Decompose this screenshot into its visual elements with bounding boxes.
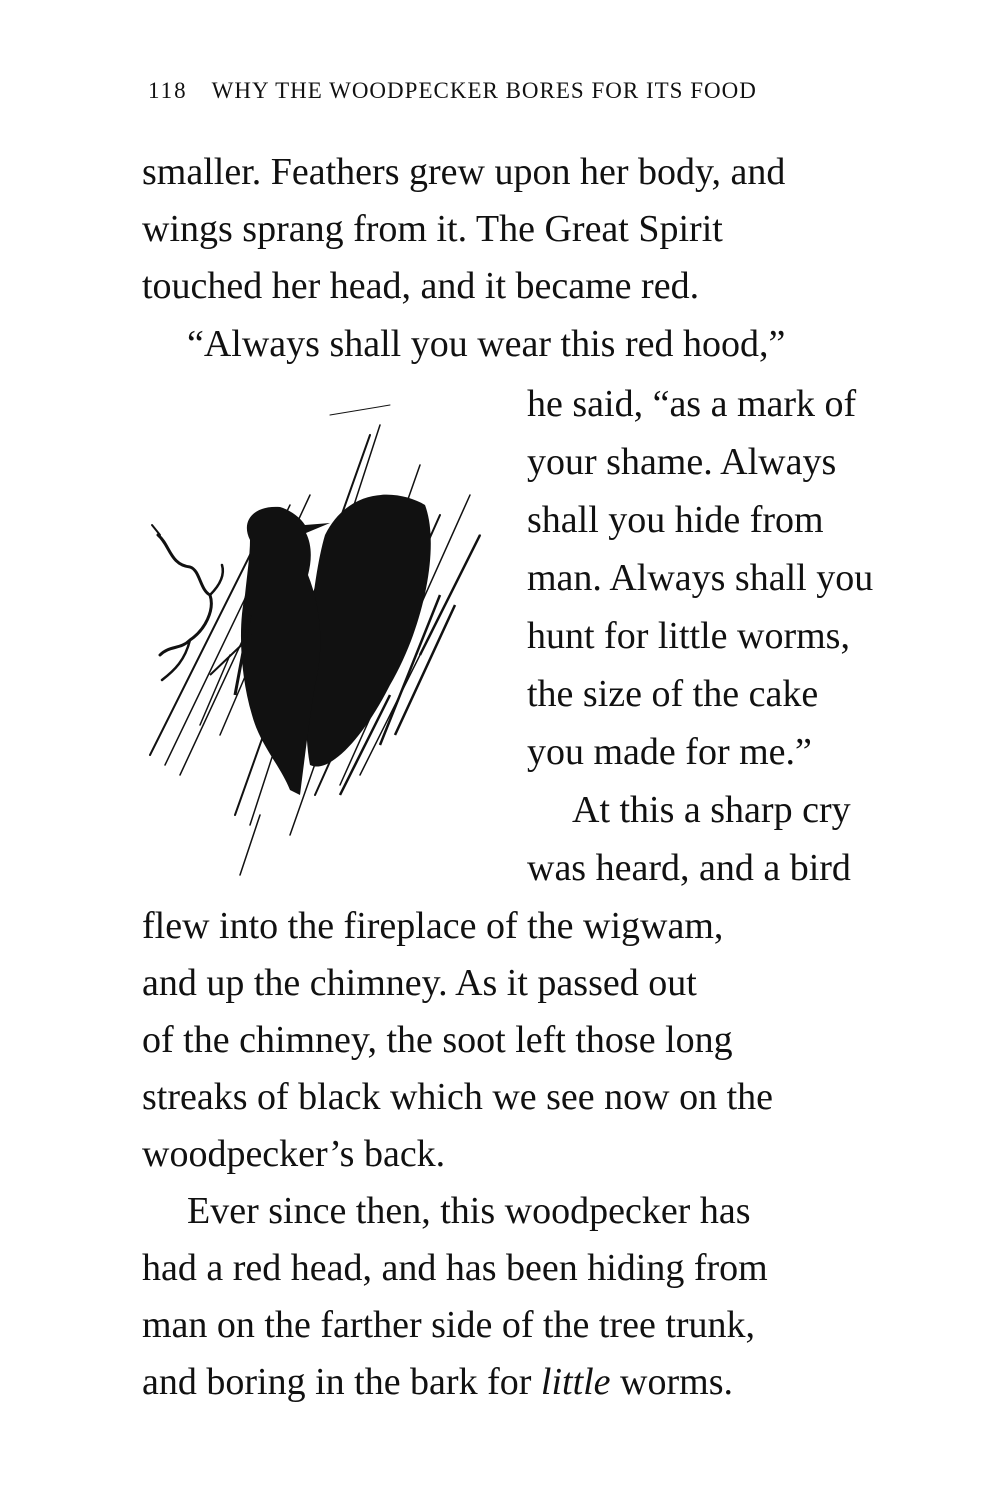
text-line: wings sprang from it. The Great Spirit (142, 208, 723, 250)
text-line: was heard, and a bird (527, 847, 851, 889)
text-fragment: and boring in the bark for (142, 1361, 532, 1403)
text-line: and up the chimney. As it passed out (142, 962, 697, 1004)
text-line: you made for me.” (527, 731, 812, 773)
text-line: man. Always shall you (527, 557, 874, 599)
text-line: smaller. Feathers grew upon her body, and (142, 151, 786, 193)
running-header (148, 78, 908, 114)
text-line: touched her head, and it became red. (142, 265, 700, 307)
text-line: man on the farther side of the tree trunk, (142, 1304, 756, 1346)
text-line (142, 1356, 950, 1408)
text-line: he said, “as a mark of (527, 383, 857, 425)
text-line: streaks of black which we see now on the (142, 1076, 774, 1118)
text-line: At this a sharp cry (572, 789, 851, 831)
text-line: woodpecker’s back. (142, 1133, 446, 1175)
woodpecker-on-tree-trunk-illustration (140, 395, 505, 895)
text-line: had a red head, and has been hiding from (142, 1247, 768, 1289)
woodpecker-illustration (140, 395, 505, 895)
page-number: 118 (148, 78, 188, 103)
text-line: Ever since then, this woodpecker has (187, 1190, 751, 1232)
text-line: hunt for little worms, (527, 615, 850, 657)
running-title: WHY THE WOODPECKER BORES FOR ITS FOOD (211, 78, 757, 103)
text-fragment: worms. (620, 1361, 733, 1403)
text-line: your shame. Always (527, 441, 837, 483)
text-line: “Always shall you wear this red hood,” (187, 323, 786, 365)
text-line: of the chimney, the soot left those long (142, 1019, 733, 1061)
text-line: the size of the cake (527, 673, 819, 715)
text-line: shall you hide from (527, 499, 824, 541)
emphasis-text: little (540, 1361, 611, 1403)
text-line: flew into the fireplace of the wigwam, (142, 905, 724, 947)
